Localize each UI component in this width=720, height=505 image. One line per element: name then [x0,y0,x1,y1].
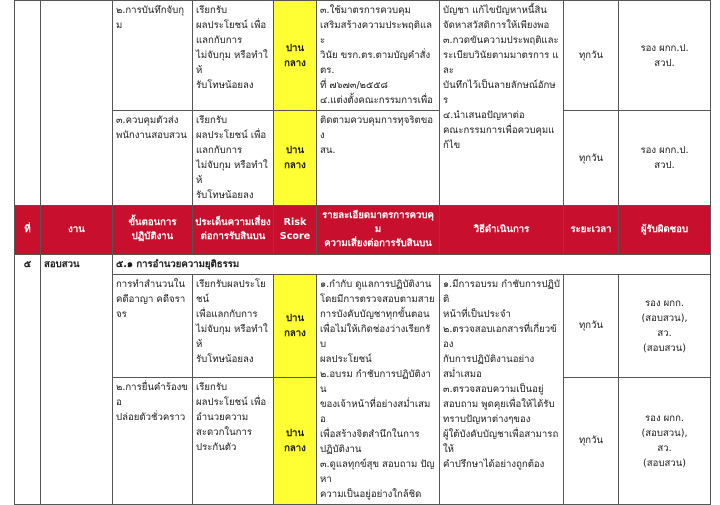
risk-control-table [14,0,711,505]
cell-owner: รอง ผกก. (สอบสวน), สว. (สอบสวน) [619,275,711,378]
header-no: ที่ [15,206,41,255]
header-method: วิธีดำเนินการ [440,206,564,255]
header-step: ขั้นตอนการ ปฏิบัติงาน [113,206,193,255]
cell-owner: รอง ผกก. (สอบสวน), สว. (สอบสวน) [619,377,711,504]
cell-no-empty [15,1,41,206]
cell-step: ๒.การบันทึกจับกุม [113,1,193,111]
table-row [15,1,711,111]
cell-step: การทำสำนวนใน คดีอาญา คดีจราจร [113,275,193,378]
cell-issue: เรียกรับ ผลประโยชน์ เพื่อ อำนวยความ สะดวกในการ ประกันตัว [193,377,274,504]
risk-score-badge: ปาน กลาง [274,275,317,378]
risk-score-badge: ปาน กลาง [274,111,317,206]
section-work: สอบสวน [41,255,113,505]
cell-method: ๑.มีการอบรม กำชับการปฏิบัติ หน้าที่เป็นประจำ ๒.ตรวจสอบเอกสารที่เกี่ยวข้อง กับการปฏิบัติงานอย่าง สม่ำเสมอ ๓.ตรวจสอบความเป็นอยู่ สอบถาม พูดคุยเพื่อให้ได้รับ ทราบปัญหาต่างๆของ ผู้ใต้บังคับบัญชาเพื่อสามารถให้ คำปรึกษาได้อย่างถูกต้อง [440,275,564,505]
table-header-row [15,206,711,255]
section-row [15,255,711,275]
header-period: ระยะเวลา [564,206,619,255]
header-issue: ประเด็นความเสี่ยง ต่อการรับสินบน [193,206,274,255]
cell-period: ทุกวัน [564,377,619,504]
risk-score-badge: ปาน กลาง [274,1,317,111]
cell-owner: รอง ผกก.ป. สวป. [619,1,711,111]
header-owner: ผู้รับผิดชอบ [619,206,711,255]
risk-score-badge: ปาน กลาง [274,377,317,504]
cell-period: ทุกวัน [564,275,619,378]
cell-step: ๓.ควบคุมตัวส่ง พนักงานสอบสวน [113,111,193,206]
cell-method: บัญชา แก้ไขปัญหาหนี้สิน จัดหาสวัสดิการให้เพียงพอ ๓.กวดขันความประพฤติและ ระเบียบวินัยตามมาตรการ และ บันทึกไว้เป็นลายลักษณ์อักษร ๔.นำเสนอปัญหาต่อ คณะกรรมการเพื่อควบคุมแก้ไข [440,1,564,206]
table-row [15,275,711,378]
header-work: งาน [41,206,113,255]
section-no: ๕ [15,255,41,505]
table-row [15,111,711,206]
cell-period: ทุกวัน [564,1,619,111]
cell-issue: เรียกรับ ผลประโยชน์ เพื่อ แลกกับการ ไม่จับกุม หรือทำให้ รับโทษน้อยลง [193,1,274,111]
header-risk: Risk Score [274,206,317,255]
cell-owner: รอง ผกก.ป. สวป. [619,111,711,206]
cell-issue: เรียกรับผลประโยชน์ เพื่อแลกกับการ ไม่จับกุม หรือทำให้ รับโทษน้อยลง [193,275,274,378]
cell-issue: เรียกรับ ผลประโยชน์ เพื่อ แลกกับการ ไม่จับกุม หรือทำให้ รับโทษน้อยลง [193,111,274,206]
cell-measure: ๑.กำกับ ดูแลการปฏิบัติงาน โดยมีการตรวจสอบตามสาย การบังคับบัญชาทุกขั้นตอน เพื่อไม่ให้เกิดช่องว่างเรียกรับ ผลประโยชน์ ๒.อบรม กำชับการปฏิบัติงาน ของเจ้าหน้าที่อย่างสม่ำเสมอ เพื่อสร้างจิตสำนึกในการ ปฏิบัติงาน ๓.ดูแลทุกข์สุข สอบถาม ปัญหา ความเป็นอยู่อย่างใกล้ชิด [317,275,440,505]
cell-period: ทุกวัน [564,111,619,206]
cell-step: ๒.การยื่นคำร้องขอ ปล่อยตัวชั่วคราว [113,377,193,504]
cell-measure: ติดตามควบคุมการทุจริตของ สน. [317,111,440,206]
section-subtitle: ๕.๑ การอำนวยความยุติธรรม [113,255,711,275]
header-measure: รายละเอียดมาตรการควบคุม ความเสี่ยงต่อการรับสินบน [317,206,440,255]
cell-measure: ๓.ใช้มาตรการควบคุม เสริมสร้างความประพฤติและ วินัย ขรก.ตร.ตามบัญคำสั่ง ตร. ที่ ๗๖๗๓/๒๕๕๘ ๔.แต่งตั้งคณะกรรมการเพื่อ [317,1,440,111]
cell-work-empty [41,1,113,206]
